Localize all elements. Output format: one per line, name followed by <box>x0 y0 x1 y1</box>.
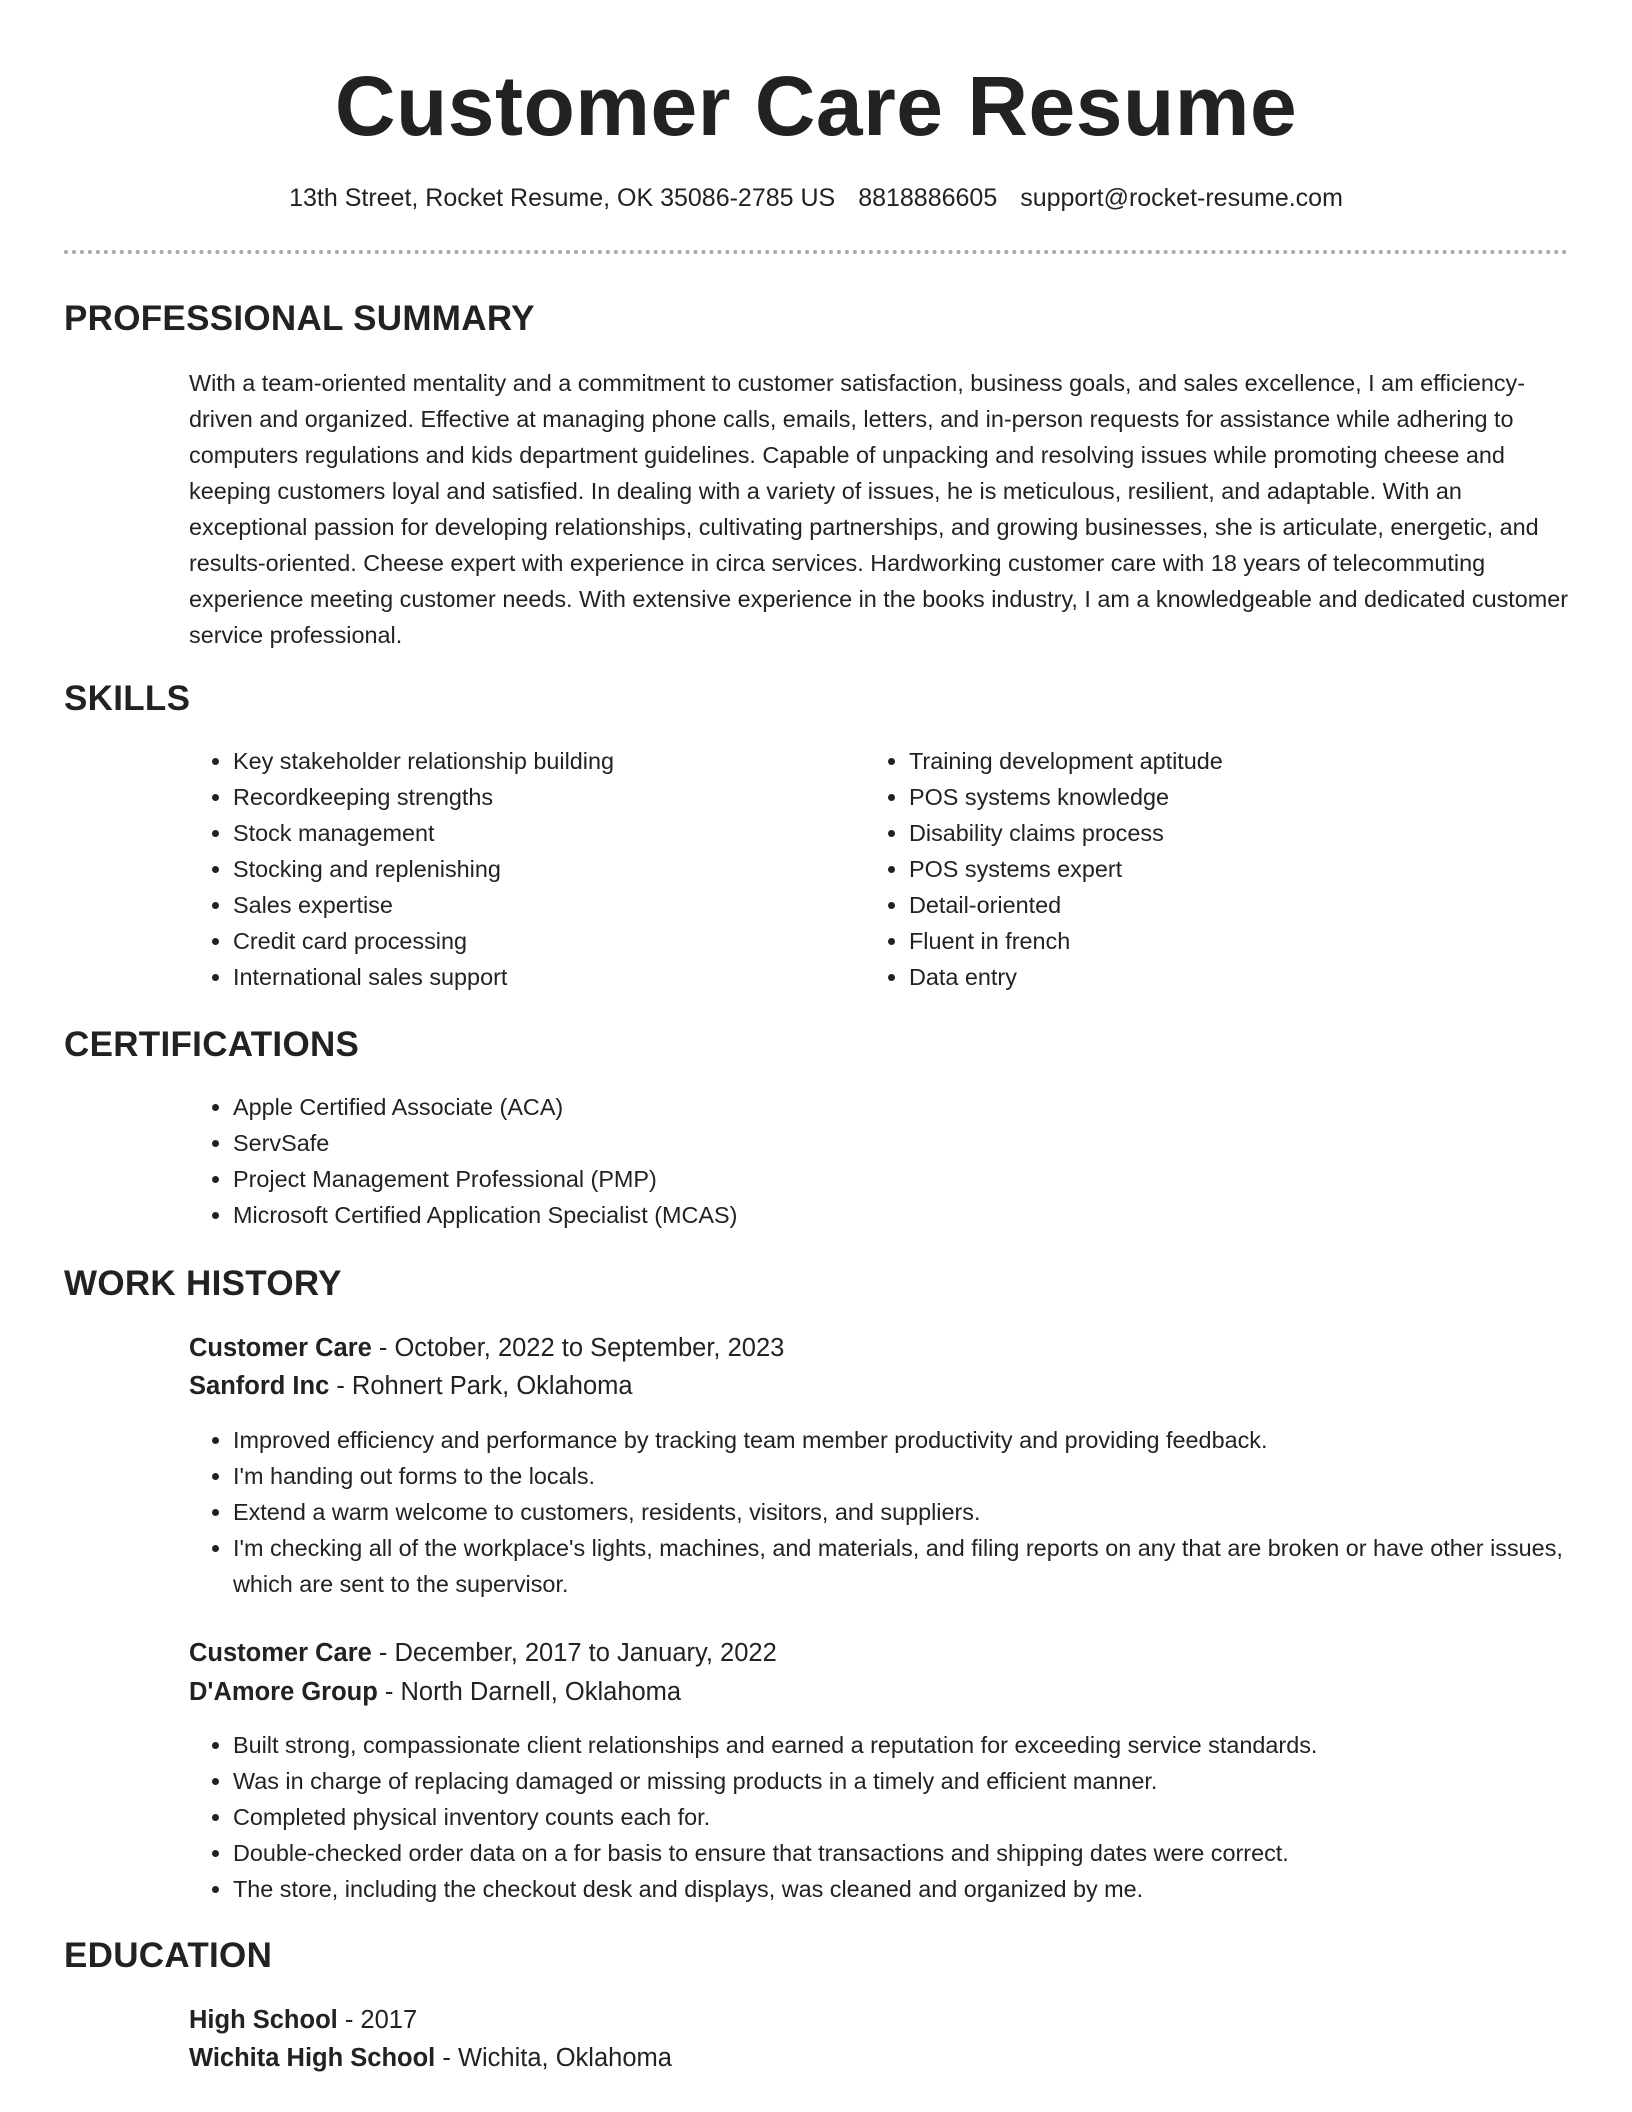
contact-phone: 8818886605 <box>858 184 998 212</box>
job-bullet: • Completed physical inventory counts each for. <box>233 1799 1613 1835</box>
job-bullet: • Built strong, compassionate client relationships and earned a reputation for exceeding service standards. <box>233 1727 1613 1763</box>
job-bullet: • Double-checked order data on a for basis to ensure that transactions and shipping dates were correct. <box>233 1835 1613 1871</box>
job-company-line <box>189 1367 633 1405</box>
education-school-line <box>189 2039 672 2077</box>
skill-item: • Fluent in french <box>909 923 1569 959</box>
skill-item: • Sales expertise <box>233 887 853 923</box>
job-title-line <box>189 1634 777 1672</box>
education-school: Wichita High School <box>189 2044 436 2072</box>
job-company: Sanford Inc <box>189 1372 330 1400</box>
header-divider <box>64 250 1568 254</box>
contact-email: support@rocket-resume.com <box>1020 184 1343 212</box>
skill-item: • Key stakeholder relationship building <box>233 743 853 779</box>
job-bullet: • I'm checking all of the workplace's lights, machines, and materials, and filing reports on any that are broken or have other issues, which are sent to the supervisor. <box>233 1530 1613 1602</box>
job-bullet: • Was in charge of replacing damaged or missing products in a timely and efficient manner. <box>233 1763 1613 1799</box>
education-degree: High School <box>189 2006 338 2034</box>
resume-title: Customer Care Resume <box>334 59 1298 153</box>
education-location: - Wichita, Oklahoma <box>435 2044 672 2072</box>
job-dates: - October, 2022 to September, 2023 <box>371 1334 785 1362</box>
job-location: - Rohnert Park, Oklahoma <box>329 1372 633 1400</box>
job-bullet: • Improved efficiency and performance by tracking team member productivity and providing feedback. <box>233 1422 1613 1458</box>
education-degree-line <box>189 2001 417 2039</box>
certification-item: • Microsoft Certified Application Specialist (MCAS) <box>233 1197 1563 1233</box>
job-dates: - December, 2017 to January, 2022 <box>371 1639 777 1667</box>
contact-line <box>0 180 1632 216</box>
job-location: - North Darnell, Oklahoma <box>377 1678 682 1706</box>
skill-item: • Stock management <box>233 815 853 851</box>
job-title: Customer Care <box>189 1639 372 1667</box>
work-history-heading: WORK HISTORY <box>64 1264 342 1303</box>
skill-item: • Data entry <box>909 959 1569 995</box>
summary-text: With a team-oriented mentality and a commitment to customer satisfaction, business goals, and sales excellence, I am efficiency-driven and organized. Effective at managing phone calls, emails, letters, and in-person requests for assistance while adhering to computers regulations and kids department guidelines. Capable of unpacking and resolving issues while promoting cheese and keeping customers loyal and satisfied. In dealing with a variety of issues, he is meticulous, resilient, and adaptable. With an exceptional passion for developing relationships, cultivating partnerships, and growing businesses, she is articulate, energetic, and results-oriented. Cheese expert with experience in circa services. Hardworking customer care with 18 years of telecommuting experience meeting customer needs. With extensive experience in the books industry, I am a knowledgeable and dedicated customer service professional. <box>189 370 1569 648</box>
education-heading: EDUCATION <box>64 1936 273 1975</box>
skills-heading: SKILLS <box>64 679 191 718</box>
job-bullets <box>189 1727 1613 1907</box>
job-bullet: • The store, including the checkout desk and displays, was cleaned and organized by me. <box>233 1871 1613 1907</box>
skill-item: • Training development aptitude <box>909 743 1569 779</box>
job-bullet: • Extend a warm welcome to customers, residents, visitors, and suppliers. <box>233 1494 1613 1530</box>
summary-heading: PROFESSIONAL SUMMARY <box>64 299 535 338</box>
skill-item: • Stocking and replenishing <box>233 851 853 887</box>
education-year: - 2017 <box>337 2006 418 2034</box>
job-bullet: • I'm handing out forms to the locals. <box>233 1458 1613 1494</box>
certifications-heading: CERTIFICATIONS <box>64 1025 360 1064</box>
certification-item: • Apple Certified Associate (ACA) <box>233 1089 1563 1125</box>
certifications-list <box>189 1089 1563 1233</box>
job-title-line <box>189 1329 784 1367</box>
skills-list-left <box>189 743 853 995</box>
skills-list-right <box>865 743 1569 995</box>
skill-item: • Detail-oriented <box>909 887 1569 923</box>
contact-address: 13th Street, Rocket Resume, OK 35086-2785 US <box>289 184 836 212</box>
certification-item: • ServSafe <box>233 1125 1563 1161</box>
job-bullets <box>189 1422 1613 1602</box>
skill-item: • Credit card processing <box>233 923 853 959</box>
job-company-line <box>189 1673 681 1711</box>
job-title: Customer Care <box>189 1334 372 1362</box>
skill-item: • POS systems knowledge <box>909 779 1569 815</box>
job-company: D'Amore Group <box>189 1678 378 1706</box>
certification-item: • Project Management Professional (PMP) <box>233 1161 1563 1197</box>
skill-item: • Disability claims process <box>909 815 1569 851</box>
skill-item: • POS systems expert <box>909 851 1569 887</box>
skill-item: • International sales support <box>233 959 853 995</box>
skill-item: • Recordkeeping strengths <box>233 779 853 815</box>
